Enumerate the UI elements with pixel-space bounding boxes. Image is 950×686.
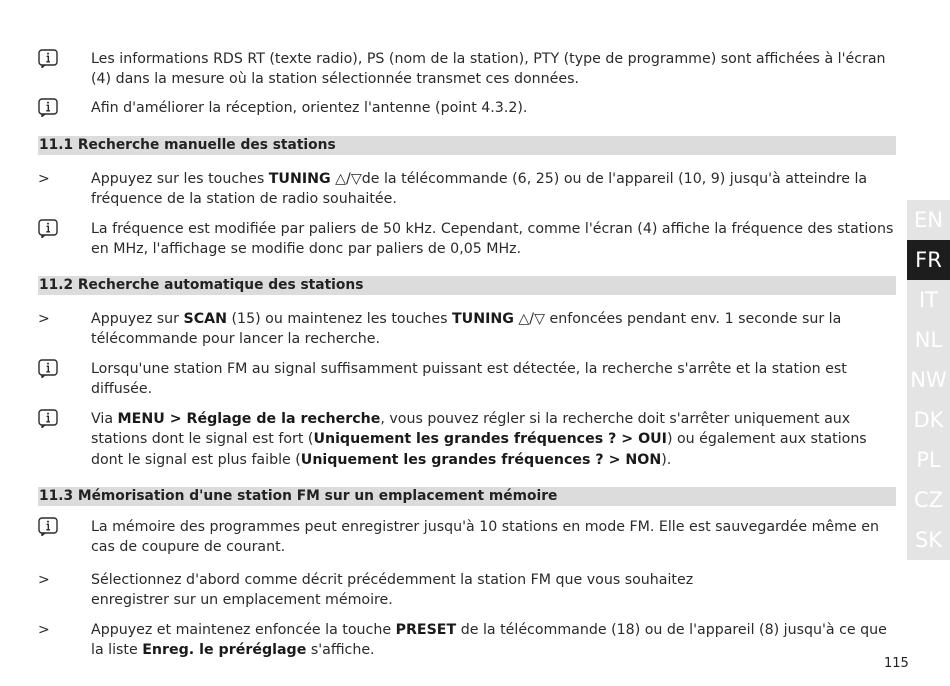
step-marker: > <box>38 572 50 588</box>
info-note-frequency-step <box>38 219 896 260</box>
step-manual-tuning <box>38 169 896 210</box>
language-tab-fr[interactable]: FR <box>907 240 950 280</box>
info-text-antenna: Afin d'améliorer la réception, orientez l'antenne (point 4.3.2). <box>91 100 528 116</box>
step-text-select-station: Sélectionnez d'abord comme décrit précédemment la station FM que vous souhaitez enregistrer sur un emplacement mémoire. <box>91 572 694 609</box>
info-text-rds: Les informations RDS RT (texte radio), PS (nom de la station), PTY (type de programme) sont affichées à l'écran (4) dans la mesure où la station sélectionnée transmet ces données. <box>91 51 886 88</box>
info-note-antenna <box>38 98 896 118</box>
info-note-scan-setting <box>38 409 896 470</box>
language-tab-nl[interactable]: NL <box>914 328 943 352</box>
info-icon <box>38 517 58 536</box>
section-heading-11-1: 11.1 Recherche manuelle des stations <box>38 136 896 155</box>
info-text-scan-setting: Via MENU > Réglage de la recherche, vous pouvez régler si la recherche doit s'arrêter uniquement aux stations dont le signal est fort (Uniquement les grandes fréquences ? > OUI) ou également aux stations dont le signal est plus faible (Uniquement les grandes fréquences ? > NON). <box>91 411 867 468</box>
language-tab-it[interactable]: IT <box>918 288 939 312</box>
step-select-station <box>38 570 896 611</box>
step-text-scan: Appuyez sur SCAN (15) ou maintenez les touches TUNING △/▽ enfoncées pendant env. 1 seconde sur la télécommande pour lancer la recherche. <box>91 311 842 348</box>
language-tab-pl[interactable]: PL <box>916 448 941 472</box>
language-tab-dk[interactable]: DK <box>913 408 944 432</box>
step-auto-scan <box>38 309 896 350</box>
info-note-memory <box>38 517 896 558</box>
info-text-station-found: Lorsqu'une station FM au signal suffisamment puissant est détectée, la recherche s'arrête et la station est diffusée. <box>91 361 847 398</box>
info-note-station-found <box>38 359 896 400</box>
info-text-memory: La mémoire des programmes peut enregistrer jusqu'à 10 stations en mode FM. Elle est sauvegardée même en cas de coupure de courant. <box>91 519 879 556</box>
language-tab-cz[interactable]: CZ <box>913 488 944 512</box>
info-note-rds <box>38 49 896 90</box>
info-icon <box>38 359 58 378</box>
step-preset <box>38 620 896 661</box>
section-heading-11-2: 11.2 Recherche automatique des stations <box>38 276 896 295</box>
info-icon <box>38 49 58 68</box>
step-text-preset: Appuyez et maintenez enfoncée la touche PRESET de la télécommande (18) ou de l'appareil (8) jusqu'à ce que la liste Enreg. le préréglage s'affiche. <box>91 622 887 659</box>
language-tab-sk[interactable]: SK <box>914 528 943 552</box>
page-number: 115 <box>884 656 909 671</box>
step-text-tuning: Appuyez sur les touches TUNING △/▽de la télécommande (6, 25) ou de l'appareil (10, 9) jusqu'à atteindre la fréquence de la station de radio souhaitée. <box>91 171 868 208</box>
section-heading-11-3: 11.3 Mémorisation d'une station FM sur un emplacement mémoire <box>38 487 896 506</box>
language-tab-nw[interactable]: NW <box>910 368 947 392</box>
info-icon <box>38 219 58 238</box>
info-text-frequency-step: La fréquence est modifiée par paliers de 50 kHz. Cependant, comme l'écran (4) affiche la fréquence des stations en MHz, l'affichage se modifie donc par paliers de 0,05 MHz. <box>91 221 894 258</box>
step-marker: > <box>38 622 50 638</box>
info-icon <box>38 409 58 428</box>
step-marker: > <box>38 171 50 187</box>
language-tab-en[interactable]: EN <box>914 208 943 232</box>
language-tabs <box>907 200 950 560</box>
info-icon <box>38 98 58 117</box>
step-marker: > <box>38 311 50 327</box>
